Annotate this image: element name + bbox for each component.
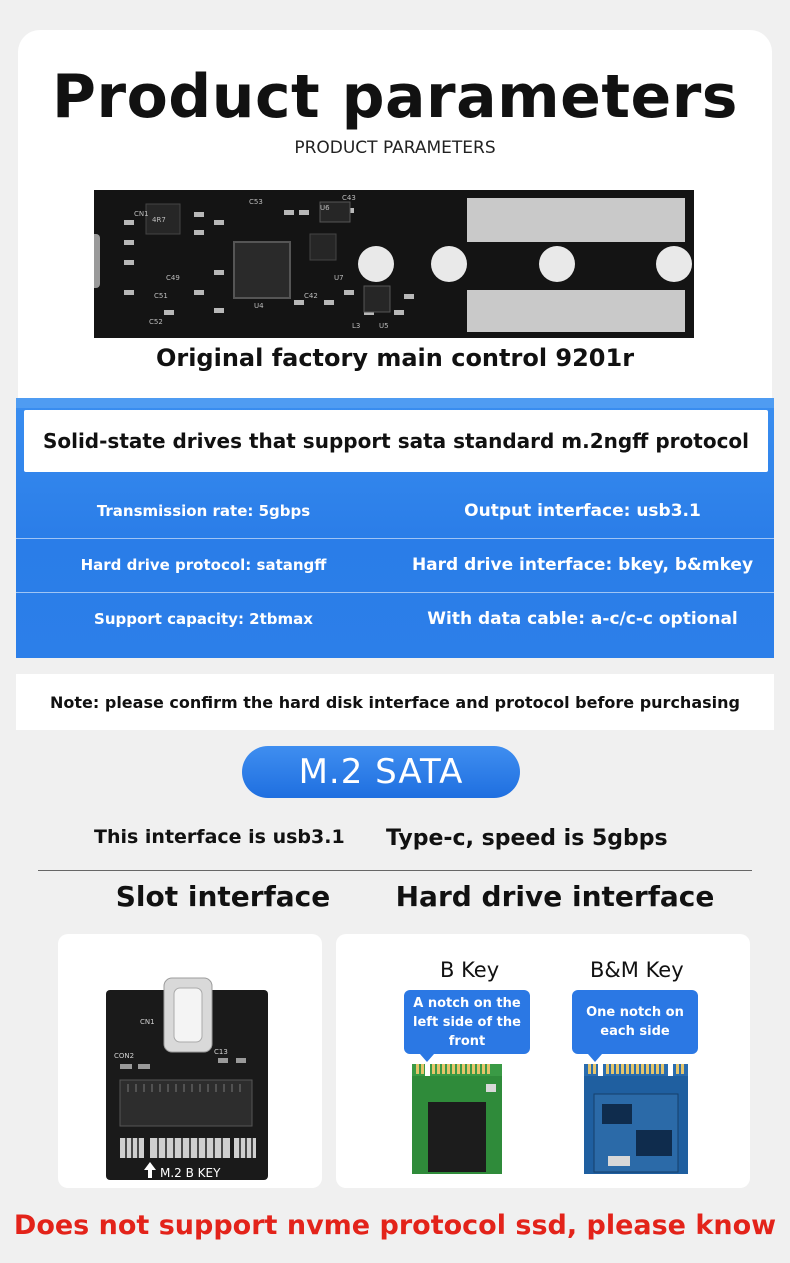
silk-4r7: 4R7 [152, 216, 166, 224]
label-con2: CON2 [114, 1052, 135, 1060]
b-key-title: B Key [440, 958, 500, 982]
drive-interface-title: Hard drive interface [395, 880, 715, 913]
bm-key-notch-left [598, 1062, 603, 1076]
spec-row [16, 592, 774, 646]
silk-c42: C42 [304, 292, 318, 300]
bm-key-note: One notch on each side [572, 990, 698, 1054]
spec-capacity: Support capacity: 2tbmax [94, 610, 313, 628]
slot-board-image [58, 934, 322, 1188]
usb-c-port [94, 234, 100, 288]
spec-row [16, 538, 774, 592]
spec-drive-interface: Hard drive interface: bkey, b&mkey [411, 555, 754, 575]
pcb-image [94, 190, 694, 338]
silk-c51: C51 [154, 292, 168, 300]
panel-top-line [16, 398, 774, 408]
slot-pins [120, 1138, 256, 1158]
thermal-pad [467, 290, 685, 332]
usb-c-inner [174, 988, 202, 1042]
silk-c43: C43 [342, 194, 356, 202]
section-divider [38, 870, 752, 871]
slot-interface-card [58, 934, 322, 1188]
silk-c52: C52 [149, 318, 163, 326]
spec-drive-protocol: Hard drive protocol: satangff [80, 556, 327, 574]
silk-l3: L3 [352, 322, 361, 330]
spec-panel [16, 398, 774, 658]
label-cn1: CN1 [140, 1018, 155, 1026]
bm-key-ssd [584, 1062, 688, 1174]
bm-key-title: B&M Key [590, 958, 684, 982]
nvme-warning: Does not support nvme protocol ssd, please know [13, 1210, 777, 1241]
page-subtitle: PRODUCT PARAMETERS [294, 138, 496, 158]
support-statement: Solid-state drives that support sata standard m.2ngff protocol [24, 410, 768, 472]
slot-interface-title: Slot interface [115, 880, 331, 913]
interface-speed: Type-c, speed is 5gbps [386, 826, 668, 851]
b-key-note: A notch on the left side of the front [404, 990, 530, 1054]
bm-key-notch-right [668, 1062, 673, 1076]
drive-images [336, 934, 750, 1188]
mounting-hole [539, 246, 575, 282]
regulator-chip [364, 286, 390, 312]
spec-transmission-rate: Transmission rate: 5gbps [96, 502, 311, 520]
silk-c53: C53 [249, 198, 263, 206]
mounting-hole [656, 246, 692, 282]
pcb-caption: Original factory main control 9201r [155, 344, 635, 372]
silk-c49: C49 [166, 274, 180, 282]
mounting-hole [358, 246, 394, 282]
controller-chip [234, 242, 290, 298]
purchase-note: Note: please confirm the hard disk interface and protocol before purchasing [16, 674, 774, 730]
label-m2-b-key: M.2 B KEY [160, 1166, 221, 1180]
page-title: Product parameters [52, 62, 738, 132]
interface-usb: This interface is usb3.1 [94, 826, 345, 848]
spec-output-interface: Output interface: usb3.1 [464, 501, 701, 521]
inductor [310, 234, 336, 260]
b-key-nand-chip [428, 1102, 486, 1172]
silk-cn1: CN1 [134, 210, 149, 218]
spec-data-cable: With data cable: a-c/c-c optional [427, 609, 738, 629]
silk-u5: U5 [379, 322, 389, 330]
b-key-notch [425, 1062, 430, 1076]
spec-row [16, 484, 774, 538]
mounting-hole [431, 246, 467, 282]
silk-u6: U6 [320, 204, 330, 212]
b-key-ssd [412, 1062, 502, 1174]
thermal-pad [467, 198, 685, 242]
label-c13: C13 [214, 1048, 228, 1056]
drive-interface-card [336, 934, 750, 1188]
silk-u4: U4 [254, 302, 264, 310]
m2-sata-badge: M.2 SATA [242, 746, 520, 798]
silk-u7: U7 [334, 274, 344, 282]
